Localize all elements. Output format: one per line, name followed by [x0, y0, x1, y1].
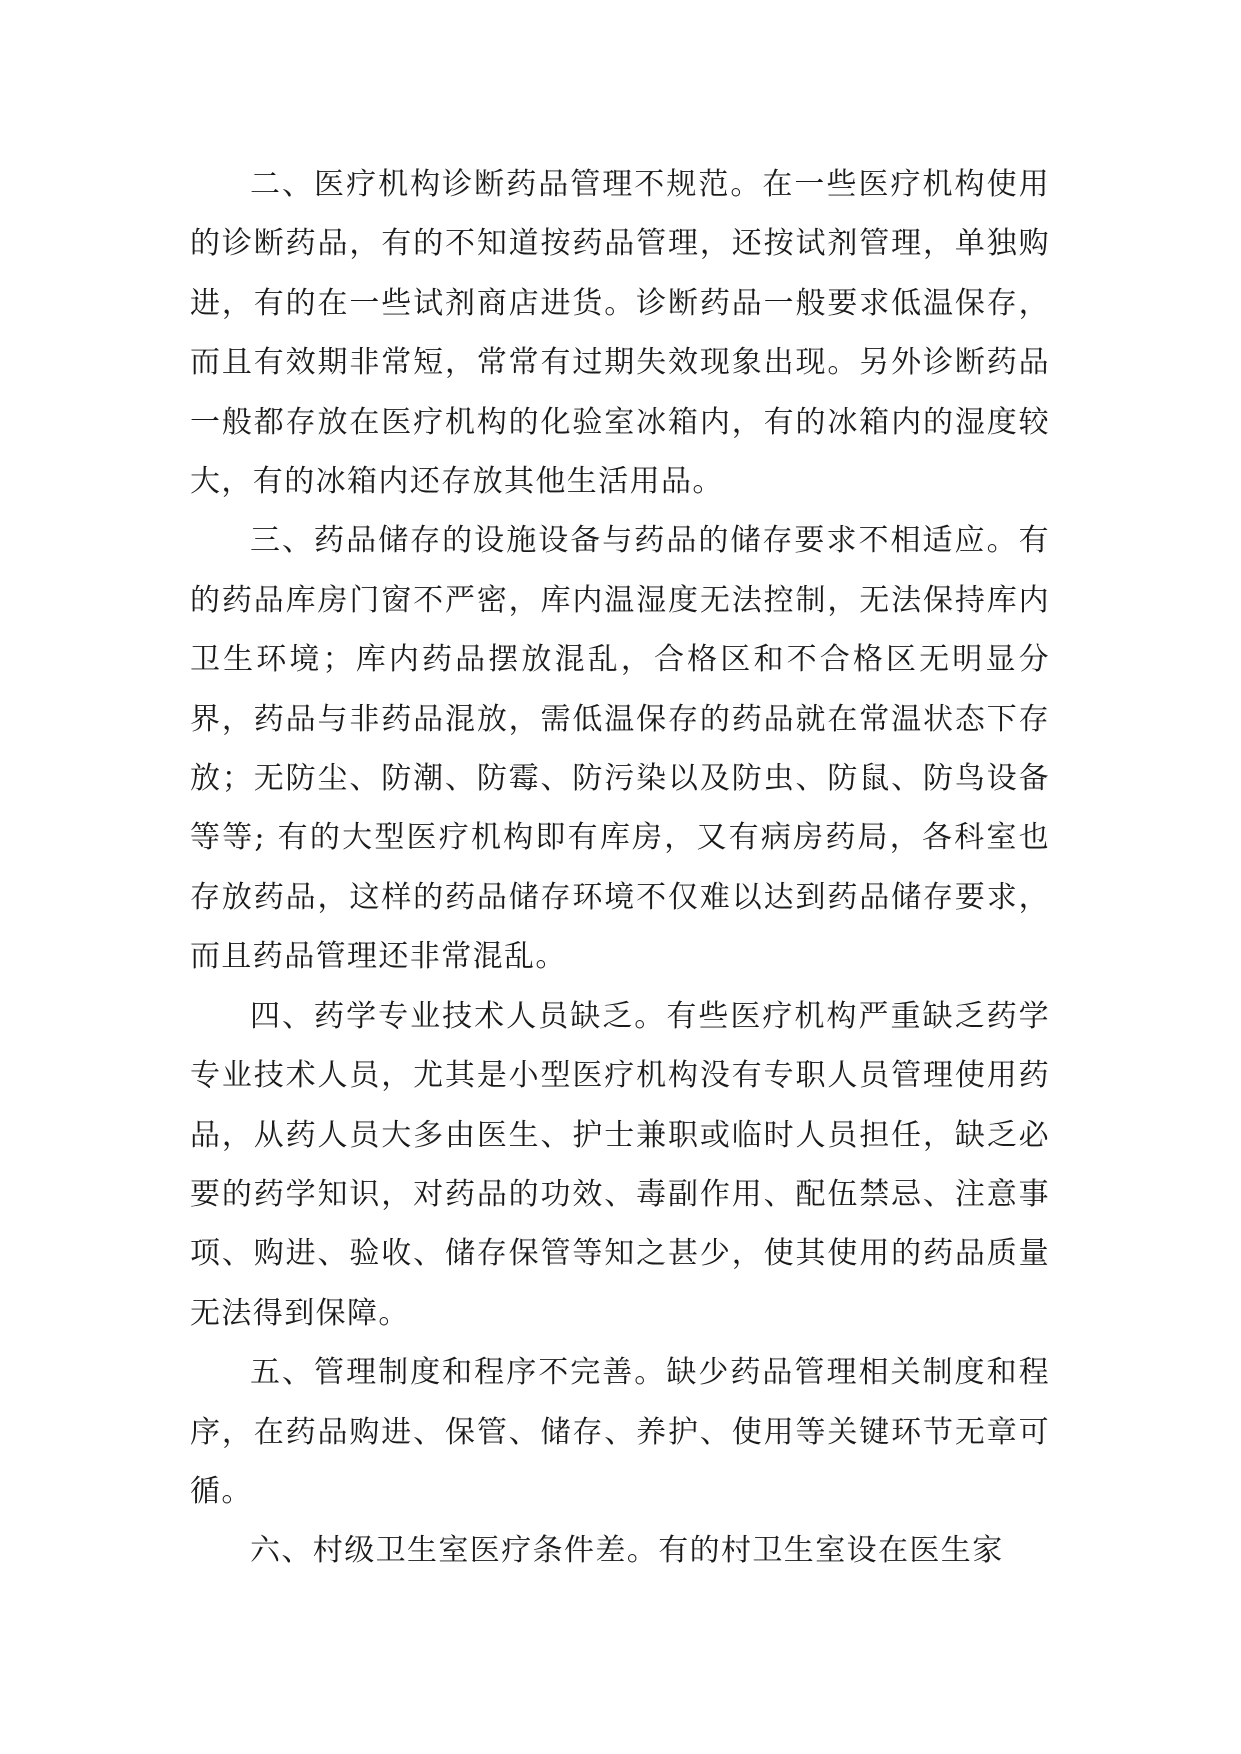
- paragraph-pharmacy-staff: 四、药学专业技术人员缺乏。有些医疗机构严重缺乏药学专业技术人员，尤其是小型医疗机构没有专职人员管理使用药品，从药人员大多由医生、护士兼职或临时人员担任，缺乏必要的药学知识，对药品的功效、毒副作用、配伍禁忌、注意事项、购进、验收、储存保管等知之甚少，使其使用的药品质量无法得到保障。: [190, 998, 1050, 1331]
- paragraph-diagnostic-drugs: 二、医疗机构诊断药品管理不规范。在一些医疗机构使用的诊断药品，有的不知道按药品管理，还按试剂管理，单独购进，有的在一些试剂商店进货。诊断药品一般要求低温保存，而且有效期非常短，常常有过期失效现象出现。另外诊断药品一般都存放在医疗机构的化验室冰箱内，有的冰箱内的湿度较大，有的冰箱内还存放其他生活用品。: [190, 167, 1050, 500]
- paragraph-management-system: 五、管理制度和程序不完善。缺少药品管理相关制度和程序，在药品购进、保管、储存、养护、使用等关键环节无章可循。: [190, 1355, 1050, 1509]
- paragraph-village-clinic: 六、村级卫生室医疗条件差。有的村卫生室设在医生家: [250, 1533, 1004, 1569]
- paragraph-storage-facilities: 三、药品储存的设施设备与药品的储存要求不相适应。有的药品库房门窗不严密，库内温湿度无法控制，无法保持库内卫生环境；库内药品摆放混乱，合格区和不合格区无明显分界，药品与非药品混放，需低温保存的药品就在常温状态下存放；无防尘、防潮、防霉、防污染以及防虫、防鼠、防鸟设备等等; 有的大型医疗机构即有库房，又有病房药局，各科室也存放药品，这样的药品储存环境不仅难以达到药品储存要求，而且药品管理还非常混乱。: [190, 523, 1050, 975]
- document-body: [190, 155, 1050, 1581]
